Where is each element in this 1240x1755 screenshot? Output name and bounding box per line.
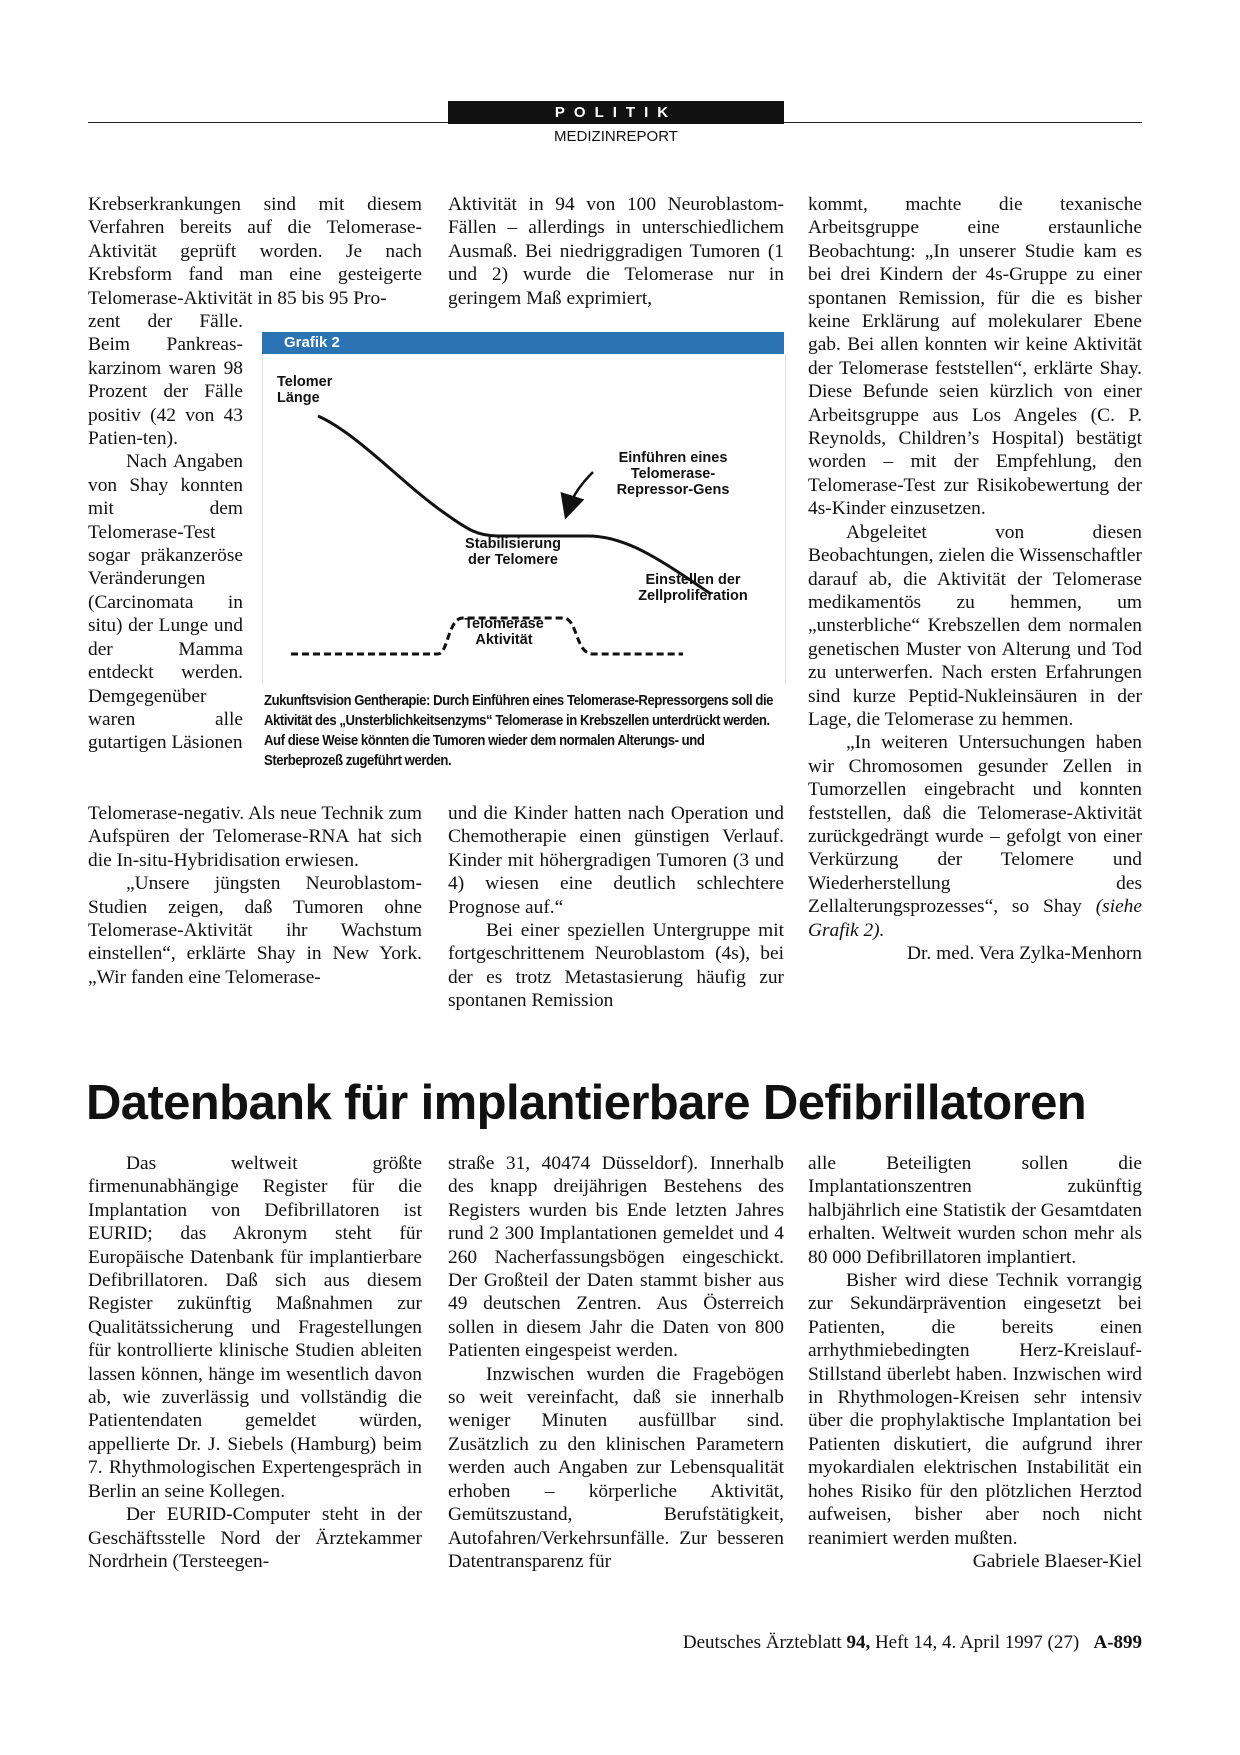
figure-panel — [262, 354, 786, 684]
paragraph: Aktivität in 94 von 100 Neuroblastom-Fällen – allerdings in unterschiedlichem Ausmaß. Bei niedriggradigen Tumoren (1 und 2) wurde die Telomerase nur in geringem Maß exprimiert, — [448, 194, 784, 309]
paragraph — [808, 731, 1142, 942]
paragraph: Telomerase-negativ. Als neue Technik zum Aufspüren der Telomerase-RNA hat sich die In-situ-Hybridisation erwiesen. — [88, 803, 422, 871]
article1-col2-bottom — [448, 802, 784, 1013]
paragraph-text: „In weiteren Untersuchungen haben wir Chromosomen gesunder Zellen in Tumorzellen eingebracht und konnten feststellen, daß die Telomerase-Aktivität zurückgedrängt wurde – gefolgt von einer Verkürzung der Telomere und Wiederherstellung des Zellalterungsprozesses“, so Shay — [808, 732, 1142, 918]
figure-grafik-2 — [262, 332, 784, 782]
figure-header — [262, 332, 784, 354]
figure-reference: (siehe Grafik 2). — [808, 896, 1142, 941]
article2-col1 — [88, 1152, 422, 1573]
article1-col1-bottom — [88, 802, 422, 989]
paragraph: Der EURID-Computer steht in der Geschäftsstelle Nord der Ärztekammer Nordrhein (Tersteegen- — [88, 1504, 422, 1572]
paragraph: kommt, machte die texanische Arbeitsgruppe eine erstaunliche Beobachtung: „In unserer Studie kam es bei drei Kindern der 4s-Gruppe zu einer spontanen Remission, für die es bisher keine Erklärung auf molekularer Ebene gab. Bei allen konnten wir keine Aktivität der Telomerase feststellen“, erklärte Shay. Diese Befunde seien kürzlich von einer Arbeitsgruppe aus Los Angeles (C. P. Reynolds, Children’s Hospital) bestätigt worden – mit der Empfehlung, den Telomerase-Test zur Risikobewertung der 4s-Kinder einzusetzen. — [808, 194, 1142, 520]
paragraph: und die Kinder hatten nach Operation und Chemotherapie einen günstigen Verlauf. Kinder mit höhergradigen Tumoren (3 und 4) wiesen eine deutlich schlechtere Prognose auf.“ — [448, 803, 784, 918]
paragraph: „Unsere jüngsten Neuroblastom-Studien zeigen, daß Tumoren ohne Telomerase-Aktivität ihr Wachstum einstellen“, erklärte Shay in New York. „Wir fanden eine Telomerase- — [88, 873, 422, 988]
figure-label: Grafik 2 — [284, 334, 340, 351]
paragraph: alle Beteiligten sollen die Implantationszentren zukünftig halbjährlich eine Statistik der Gesamtdaten erhalten. Weltweit wurden schon mehr als 80 000 Defibrillatoren implantiert. — [808, 1153, 1142, 1268]
annotation-proliferation: Einstellen der Zellproliferation — [638, 572, 748, 604]
article1-col1-narrow — [88, 310, 243, 755]
paragraph: Bisher wird diese Technik vorrangig zur Sekundärprävention eingesetzt bei Patienten, die bereits einen arrhythmiebedingten Herz-Kreislauf-Stillstand überlebt haben. Inzwischen wird in Rhythmologen-Kreisen sehr intensiv über die prophylaktische Implantation bei Patienten diskutiert, die aufgrund ihrer myokardialen elektrischen Instabilität ein hohes Risiko für den plötzlichen Herztod aufweisen, bisher aber noch nicht reanimiert werden mußten. — [808, 1270, 1142, 1549]
journal-name: Deutsches Ärzteblatt — [682, 1632, 842, 1653]
paragraph: Bei einer speziellen Untergruppe mit fortgeschrittenem Neuroblastom (4s), bei der es trotz Metastasierung häufig zur spontanen Remission — [448, 920, 784, 1012]
annotation-repressor: Einführen eines Telomerase- Repressor-Gens — [616, 450, 730, 498]
paragraph: Das weltweit größte firmenunabhängige Register für die Implantation von Defibrillatoren ist EURID; das Akronym steht für Europäische Datenbank für implantierbare Defibrillatoren. Daß sich aus diesem Register zukünftig Maßnahmen zur Qualitätssicherung und Fragestellungen für kontrollierte klinische Studien ableiten lassen können, hänge im wesentlich davon ab, wie zuverlässig und vollständig die Patientendaten gemeldet würden, appellierte Dr. J. Siebels (Hamburg) beim 7. Rhythmologischen Expertengespräch in Berlin an seine Kollegen. — [88, 1153, 422, 1502]
author-byline: Dr. med. Vera Zylka-Menhorn — [907, 943, 1142, 964]
journal-issue: Heft 14, 4. April 1997 (27) — [874, 1632, 1080, 1653]
article1-col1-top — [88, 193, 422, 310]
paragraph: zent der Fälle. Beim Pankreas-karzinom waren 98 Prozent der Fälle positiv (42 von 43 Patien-ten). — [88, 311, 243, 450]
section-label: POLITIK — [448, 101, 784, 124]
repressor-arrow — [568, 472, 593, 510]
paragraph: straße 31, 40474 Düsseldorf). Innerhalb des knapp dreijährigen Bestehens des Registers wurden bis Ende letzten Jahres rund 2 300 Implantationen gemeldet und 4 260 Nacherfassungsbögen eingeschickt. Der Großteil der Daten stammt bisher aus 49 deutschen Zentren. Aus Österreich sollen in diesem Jahr die Daten von 800 Patienten eingespeist werden. — [448, 1153, 784, 1362]
article2-headline: Datenbank für implantierbare Defibrillatoren — [86, 1076, 1087, 1130]
paragraph: Inzwischen wurden die Fragebögen so weit vereinfacht, daß sie innerhalb weniger Minuten ausfüllbar sind. Zusätzlich zu den klinischen Parametern werden auch Angaben zur Lebensqualität erhoben – körperliche Aktivität, Gemütszustand, Berufstätigkeit, Autofahren/Verkehrsunfälle. Zur besseren Datentransparenz für — [448, 1363, 784, 1572]
article1-col3 — [808, 193, 1142, 965]
paragraph: Nach Angaben von Shay konnten mit dem Telomerase-Test sogar präkanzeröse Veränderungen (Carcinomata in situ) der Lunge und der Mamma entdeckt werden. Demgegenüber waren alle gutartigen Läsionen — [88, 451, 243, 754]
author-byline: Gabriele Blaeser-Kiel — [972, 1550, 1142, 1572]
journal-volume: 94, — [846, 1632, 871, 1653]
page-number: A-899 — [1093, 1632, 1142, 1653]
annotation-telomerase-activity: Telomerase Aktivität — [464, 616, 544, 648]
paragraph: Krebserkrankungen sind mit diesem Verfahren bereits auf die Telomerase-Aktivität geprüft worden. Je nach Krebsform fand man eine gesteigerte Telomerase-Aktivität in 85 bis 95 Pro- — [88, 194, 422, 309]
article2-col3 — [808, 1152, 1142, 1573]
figure-caption: Zukunftsvision Gentherapie: Durch Einführen eines Telomerase-Repressorgens soll die Aktivität des „Unsterblichkeitsenzyms“ Telomerase in Krebszellen unterdrückt werden. Auf diese Weise könnten die Tumoren wieder dem normalen Alterungs- und Sterbeprozeß zugeführt werden. — [264, 693, 774, 769]
subsection-label: MEDIZINREPORT — [554, 128, 678, 145]
y-axis-label: Telomer Länge — [277, 374, 333, 406]
article2-col2 — [448, 1152, 784, 1573]
page-footer — [683, 1632, 1142, 1654]
article1-col2-top — [448, 193, 784, 310]
paragraph: Abgeleitet von diesen Beobachtungen, zielen die Wissenschaftler darauf ab, die Aktivität der Telomerase medikamentös zu hemmen, um „unsterbliche“ Krebszellen dem normalen genetischen Muster von Alterung und Tod zu unterwerfen. Nach ersten Erfahrungen sind kurze Peptid-Nukleinsäuren in der Lage, die Telomerase zu hemmen. — [808, 521, 1142, 730]
annotation-stabilisation: Stabilisierung der Telomere — [465, 536, 561, 568]
